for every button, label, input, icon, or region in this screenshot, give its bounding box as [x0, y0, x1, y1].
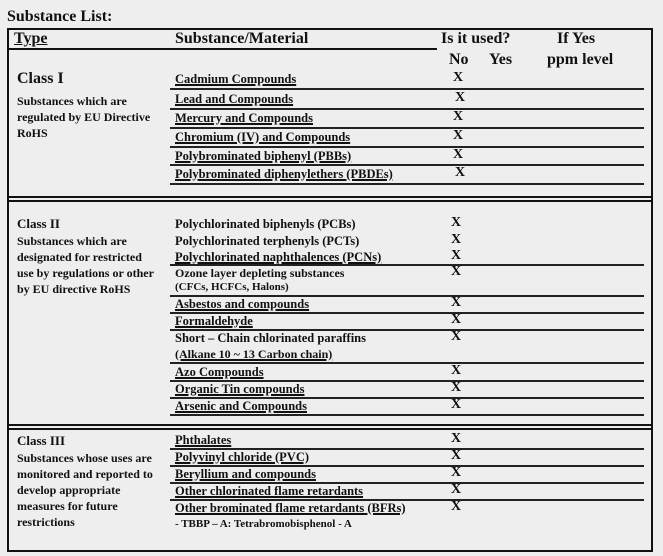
substance-pcbs: Polychlorinated biphenyls (PCBs) — [175, 217, 356, 231]
header-is-used: Is it used? — [441, 30, 511, 47]
mark-arsenic-no: X — [451, 397, 462, 412]
substance-pcts: Polychlorinated terphenyls (PCTs) — [175, 234, 360, 248]
section-divider — [7, 424, 653, 426]
substance-mercury: Mercury and Compounds — [175, 111, 313, 125]
substance-phthalates: Phthalates — [175, 433, 232, 447]
mark-pbbs-no: X — [453, 147, 464, 162]
mark-chlorinated-fr-no: X — [451, 482, 462, 497]
row-divider — [170, 88, 644, 90]
row-divider — [170, 414, 644, 416]
substance-pcns: Polychlorinated naphthalences (PCNs) — [175, 250, 382, 264]
mark-pvc-no: X — [451, 448, 462, 463]
substance-pbbs: Polybrominated biphenyl (PBBs) — [175, 149, 352, 163]
mark-paraffins-no: X — [451, 329, 462, 344]
substance-paraffins-note: (Alkane 10 ~ 13 Carbon chain) — [175, 347, 333, 361]
class-3-description: Substances whose uses are monitored and reported to develop appropriate measures for future restrictions — [17, 451, 153, 529]
section-divider — [7, 196, 653, 198]
mark-pcts-no: X — [451, 232, 462, 247]
mark-asbestos-no: X — [451, 295, 462, 310]
mark-phthalates-no: X — [451, 431, 462, 446]
row-divider — [170, 127, 644, 129]
header-yes: Yes — [489, 51, 513, 68]
class-2-title: Class II — [17, 216, 60, 231]
header-divider — [7, 48, 437, 50]
substance-formaldehyde: Formaldehyde — [175, 314, 253, 328]
mark-lead-no: X — [455, 90, 466, 105]
substance-arsenic: Arsenic and Compounds — [175, 399, 307, 413]
row-divider — [170, 183, 644, 185]
footnote-tbbp: - TBBP – A: Tetrabromobisphenol - A — [175, 518, 352, 530]
class-3-title: Class III — [17, 433, 66, 448]
substance-paraffins: Short – Chain chlorinated paraffins — [175, 331, 366, 345]
substance-cadmium: Cadmium Compounds — [175, 72, 297, 86]
header-substance: Substance/Material — [175, 30, 309, 47]
row-divider — [170, 108, 644, 110]
substance-asbestos: Asbestos and compounds — [175, 297, 310, 311]
mark-pcbs-no: X — [451, 215, 462, 230]
mark-beryllium-no: X — [451, 465, 462, 480]
header-type: Type — [14, 30, 48, 47]
substance-organic-tin: Organic Tin compounds — [175, 382, 305, 396]
row-divider — [170, 146, 644, 148]
header-no: No — [449, 51, 469, 68]
substance-pvc: Polyvinyl chloride (PVC) — [175, 450, 310, 464]
section-divider — [7, 428, 653, 430]
row-divider — [170, 164, 644, 166]
mark-organic-tin-no: X — [451, 380, 462, 395]
mark-azo-no: X — [451, 363, 462, 378]
header-if-yes: If Yes — [557, 30, 596, 47]
substance-pbdes: Polybrominated diphenylethers (PBDEs) — [175, 167, 393, 181]
class-2-description: Substances which are designated for restricted use by regulations or other by EU directive RoHS — [17, 234, 154, 296]
class-1-title: Class I — [17, 70, 64, 87]
substance-beryllium: Beryllium and compounds — [175, 467, 317, 481]
mark-cadmium-no: X — [453, 70, 464, 85]
substance-lead: Lead and Compounds — [175, 92, 294, 106]
page-title: Substance List: — [7, 8, 113, 25]
header-ppm: ppm level — [547, 51, 614, 68]
substance-brominated-fr: Other brominated flame retardants (BFRs) — [175, 501, 406, 515]
mark-mercury-no: X — [453, 109, 464, 124]
substance-azo: Azo Compounds — [175, 365, 264, 379]
mark-formaldehyde-no: X — [451, 312, 462, 327]
section-divider — [7, 200, 653, 202]
row-divider — [170, 362, 644, 364]
substance-ozone-note: (CFCs, HCFCs, Halons) — [175, 281, 289, 293]
class-1-description: Substances which are regulated by EU Directive RoHS — [17, 94, 151, 140]
mark-ozone-no: X — [451, 264, 462, 279]
substance-ozone: Ozone layer depleting substances — [175, 266, 345, 280]
substance-chromium: Chromium (IV) and Compounds — [175, 130, 351, 144]
mark-chromium-no: X — [453, 128, 464, 143]
mark-pcns-no: X — [451, 248, 462, 263]
mark-brominated-fr-no: X — [451, 499, 462, 514]
mark-pbdes-no: X — [455, 165, 466, 180]
substance-chlorinated-fr: Other chlorinated flame retardants — [175, 484, 364, 498]
